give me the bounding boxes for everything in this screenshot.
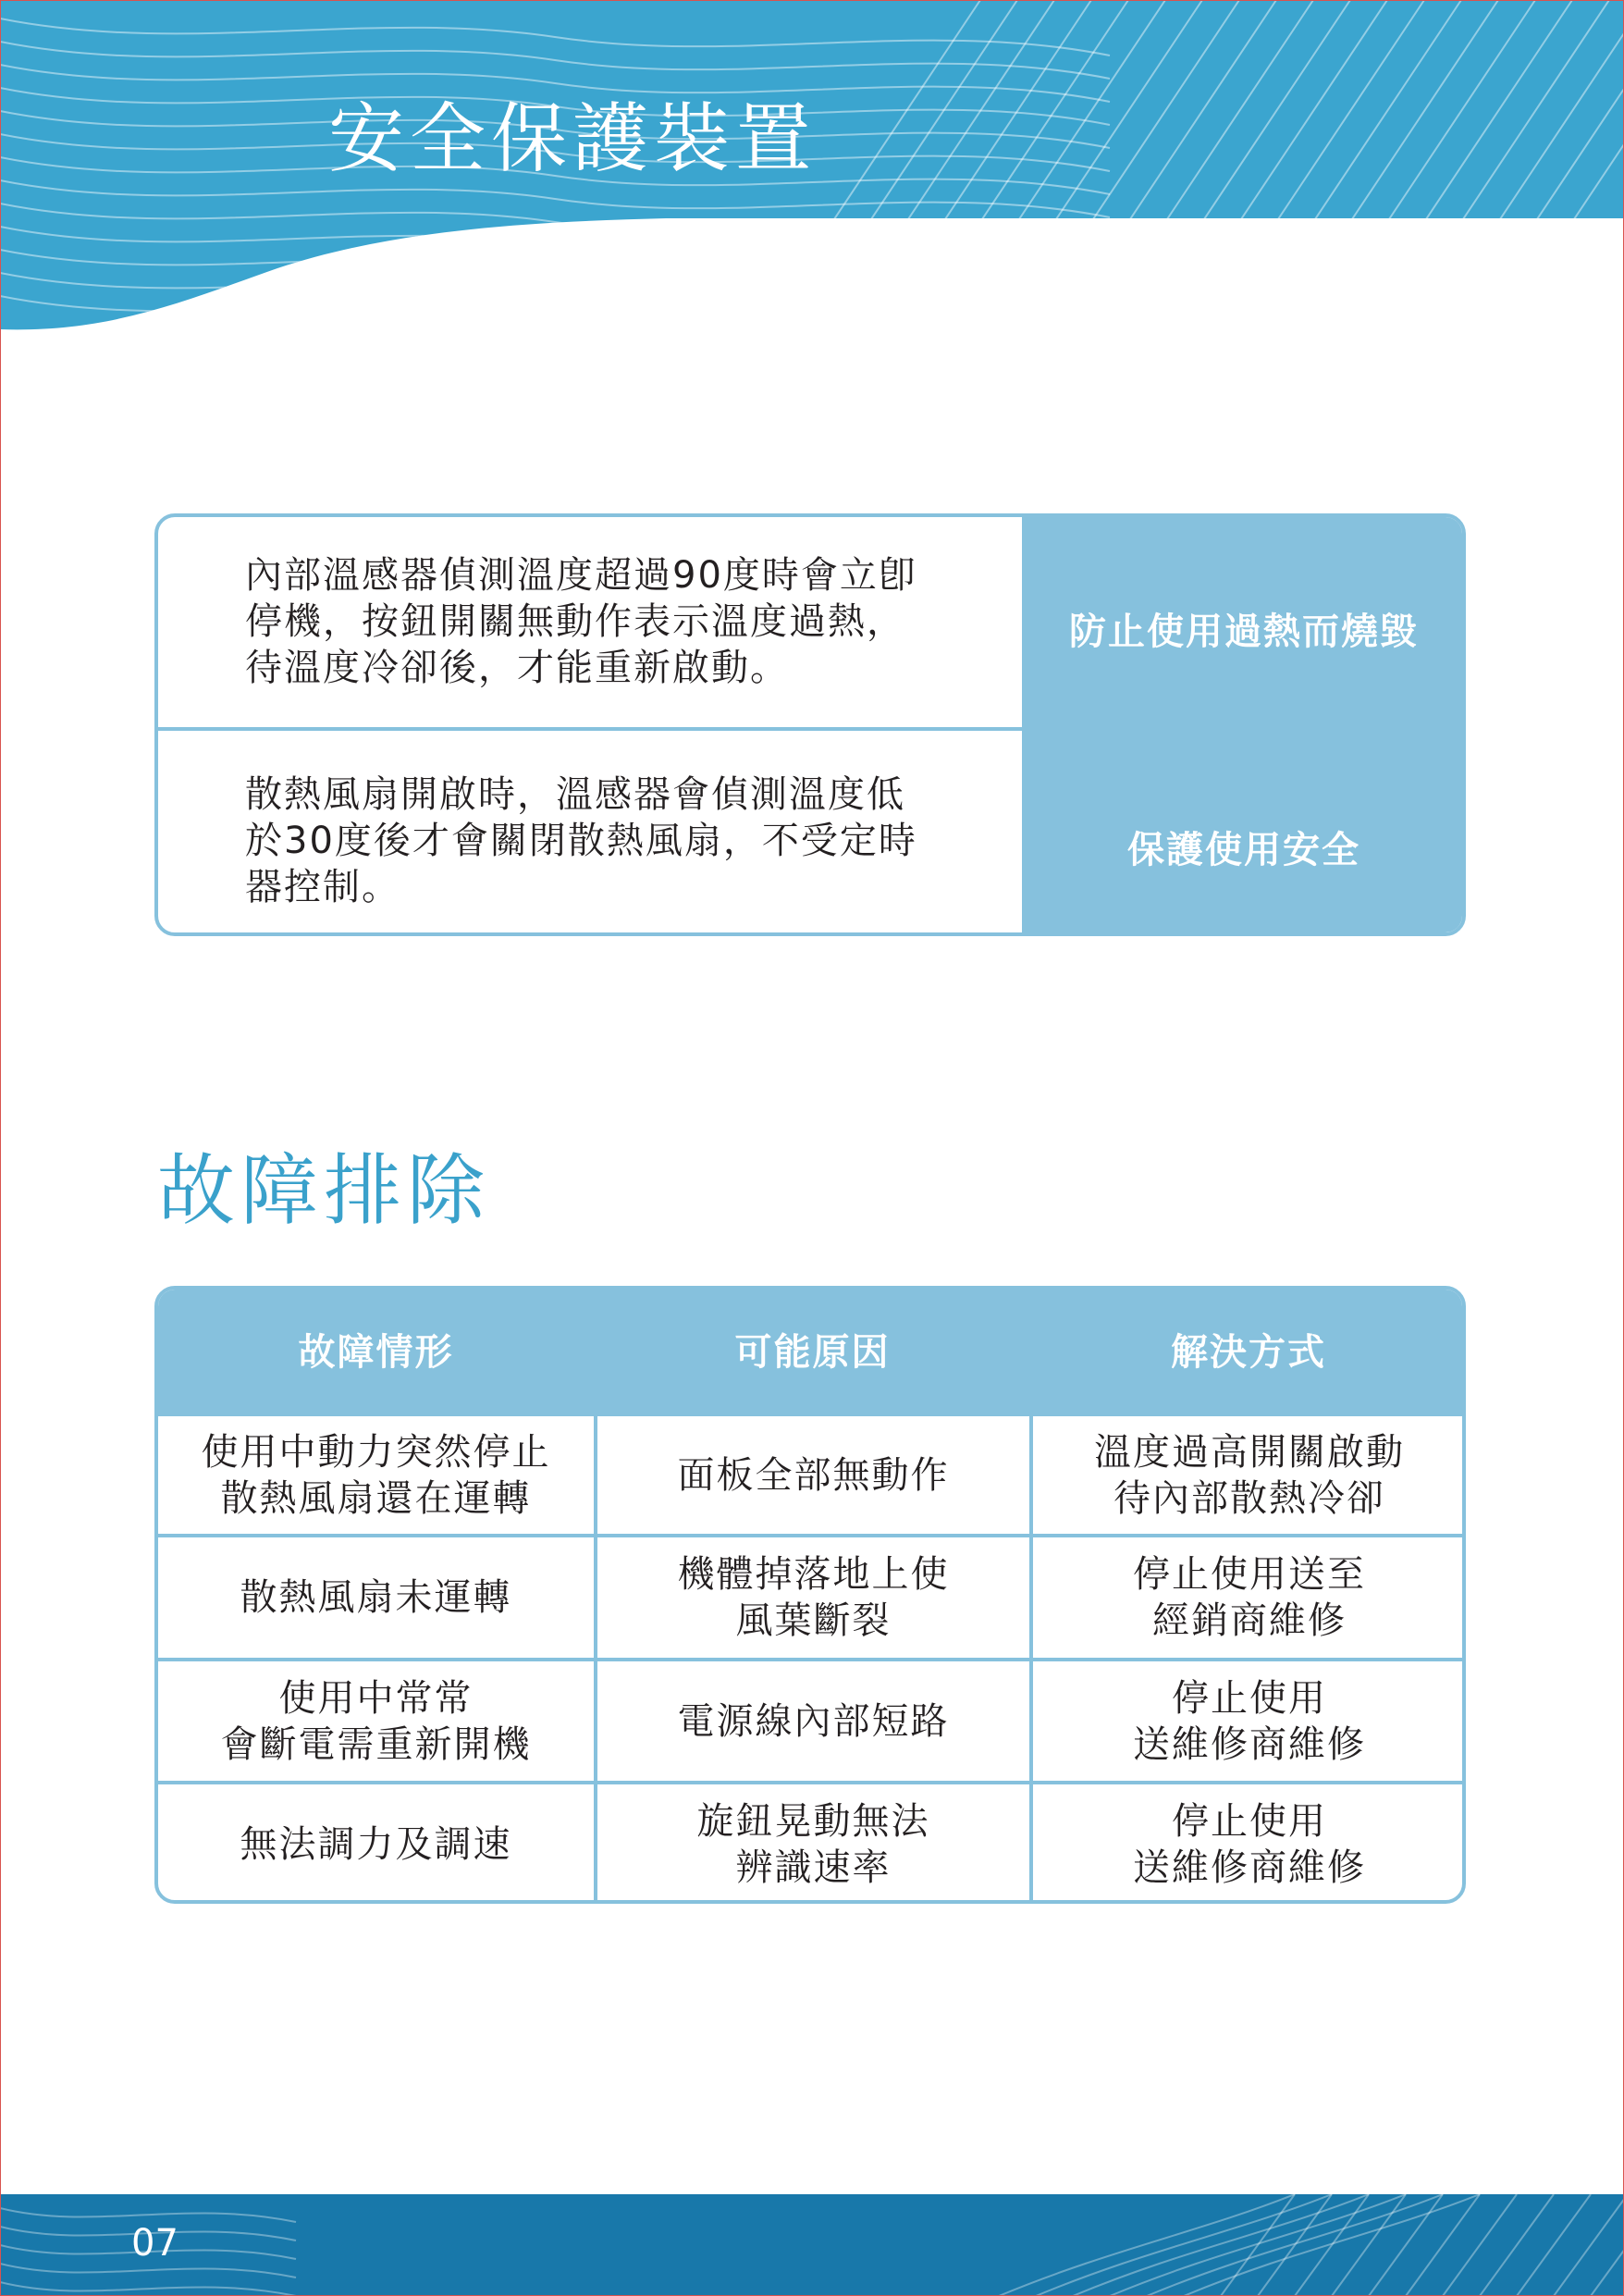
cell-line: 會斷電需重新開機 bbox=[220, 1722, 532, 1766]
page-title: 安全保護裝置 bbox=[328, 95, 818, 183]
description-line: 於30度後才會關閉散熱風扇，不受定時 bbox=[245, 820, 917, 862]
header-banner bbox=[0, 0, 1624, 352]
table-cell bbox=[1033, 1784, 1466, 1904]
table-cell bbox=[597, 1784, 1029, 1904]
cell-line: 散熱風扇還在運轉 bbox=[220, 1476, 532, 1520]
cell-line: 使用中動力突然停止 bbox=[201, 1430, 551, 1474]
page-number: 07 bbox=[131, 2222, 178, 2265]
column-header-symptom: 故障情形 bbox=[298, 1331, 454, 1374]
table-cell bbox=[597, 1537, 1029, 1658]
safety-protection-table bbox=[154, 513, 1466, 936]
description-line: 散熱風扇開啟時，溫感器會偵測溫度低 bbox=[245, 773, 905, 816]
wave-pattern-graphic bbox=[0, 2194, 1624, 2296]
footer-banner bbox=[0, 2194, 1624, 2296]
row-divider bbox=[158, 727, 1022, 731]
column-header-cause: 可能原因 bbox=[734, 1331, 891, 1374]
cell-line: 無法調力及調速 bbox=[240, 1822, 512, 1866]
table-cell bbox=[597, 1661, 1029, 1781]
cell-line: 散熱風扇未運轉 bbox=[240, 1576, 512, 1619]
cell-line: 送維修商維修 bbox=[1133, 1722, 1366, 1766]
cell-line: 停止使用送至 bbox=[1133, 1553, 1366, 1596]
cell-line: 機體掉落地上使 bbox=[677, 1553, 950, 1596]
cell-line: 停止使用 bbox=[1172, 1799, 1327, 1843]
safety-description-1 bbox=[245, 552, 966, 691]
table-cell bbox=[158, 1416, 594, 1534]
cell-line: 面板全部無動作 bbox=[677, 1453, 950, 1497]
cell-line: 風葉斷裂 bbox=[735, 1599, 892, 1642]
table-cell bbox=[597, 1416, 1029, 1534]
cell-line: 停止使用 bbox=[1172, 1676, 1327, 1720]
description-line: 停機，按鈕開關無動作表示溫度過熱， bbox=[245, 600, 905, 643]
cell-line: 旋鈕晃動無法 bbox=[696, 1799, 930, 1843]
cell-line: 溫度過高開關啟動 bbox=[1094, 1430, 1405, 1474]
table-cell bbox=[158, 1784, 594, 1904]
safety-purpose-2: 保護使用安全 bbox=[1127, 829, 1360, 871]
cell-line: 經銷商維修 bbox=[1152, 1599, 1347, 1642]
table-cell bbox=[1033, 1661, 1466, 1781]
cell-line: 送維修商維修 bbox=[1133, 1845, 1366, 1889]
description-line: 待溫度冷卻後，才能重新啟動。 bbox=[245, 647, 789, 689]
cell-line: 電源線內部短路 bbox=[677, 1699, 950, 1743]
cell-line: 辨識速率 bbox=[735, 1845, 892, 1889]
cell-line: 使用中常常 bbox=[278, 1676, 474, 1720]
cell-line: 待內部散熱冷卻 bbox=[1113, 1476, 1385, 1520]
table-cell bbox=[1033, 1416, 1466, 1534]
table-cell bbox=[158, 1661, 594, 1781]
troubleshooting-title: 故障排除 bbox=[157, 1145, 491, 1236]
safety-purpose-1: 防止使用過熱而燒毀 bbox=[1069, 611, 1419, 653]
safety-description-2 bbox=[245, 772, 966, 910]
description-line: 內部溫感器偵測溫度超過90度時會立卽 bbox=[245, 554, 917, 597]
description-line: 器控制。 bbox=[245, 866, 400, 908]
table-cell bbox=[158, 1537, 594, 1658]
troubleshooting-table bbox=[154, 1286, 1466, 1904]
table-cell bbox=[1033, 1537, 1466, 1658]
column-header-solution: 解決方式 bbox=[1171, 1331, 1326, 1374]
